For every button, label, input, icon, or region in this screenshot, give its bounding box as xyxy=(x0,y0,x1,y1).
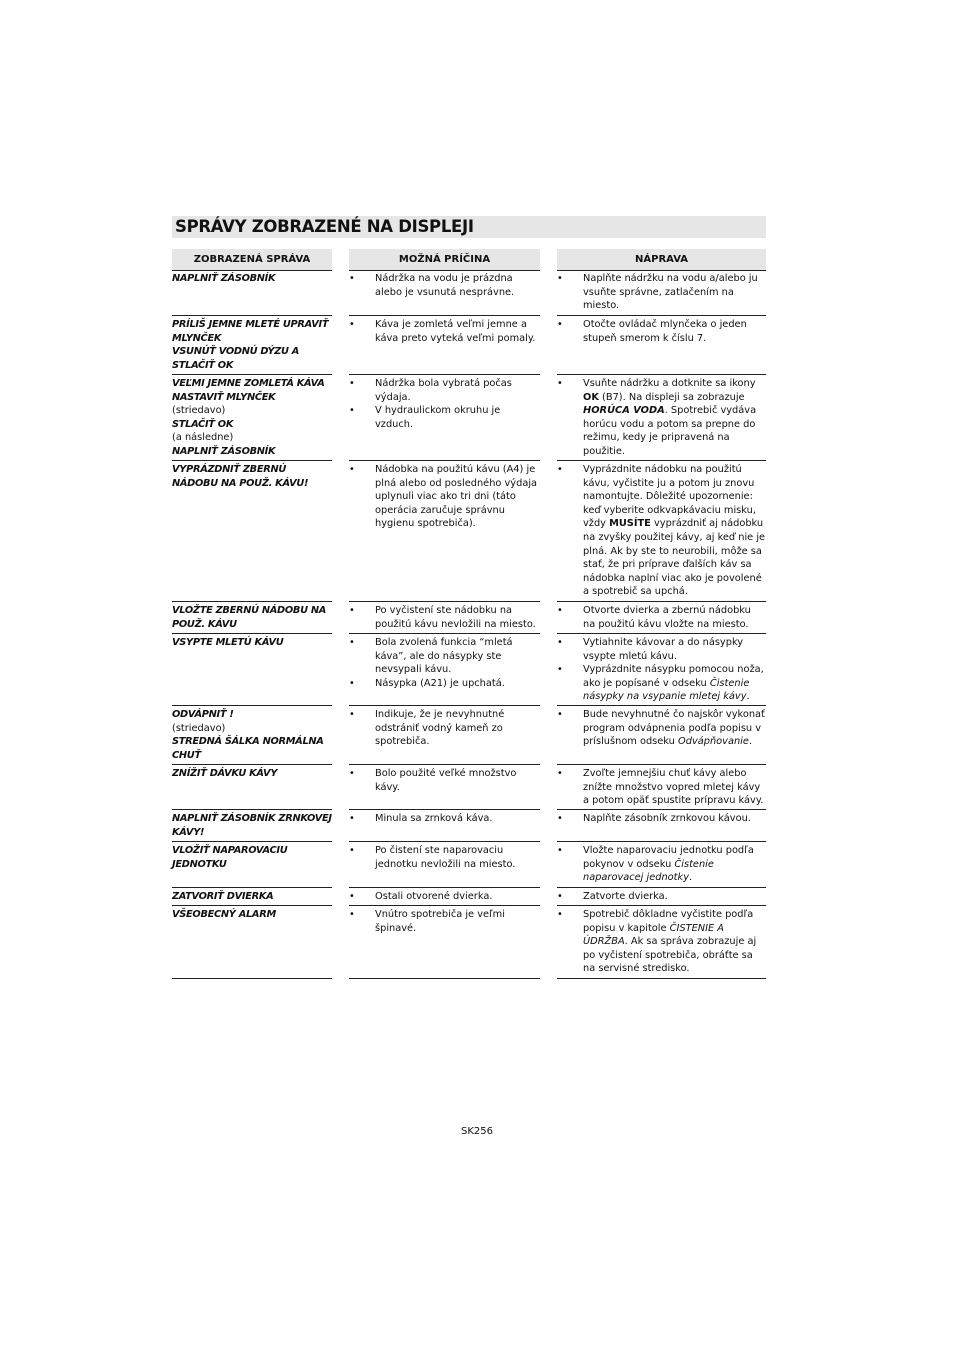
remedy-bullet-item xyxy=(557,272,766,313)
row-4-message xyxy=(172,461,332,602)
cause-bullet-item xyxy=(349,463,540,531)
text-run: vyprázdniť aj nádobku na zvyšky použitej kávy, aj keď nie je plná. Ak by ste to neurobili, môže sa stať, že pri príprave ďalších káv sa nádobka naplní viac ako je povolené a spotrebič sa upchá. xyxy=(583,518,766,598)
row-12-remedy xyxy=(557,906,766,979)
row-8-cause xyxy=(349,765,540,810)
remedy-bullet-item xyxy=(557,708,766,749)
remedy-bullet-item xyxy=(557,767,766,808)
text-run: Vnútro spotrebiča je veľmi špinavé. xyxy=(375,909,505,934)
row-12-cause xyxy=(349,906,540,979)
display-message: ODVÁPNIŤ ! xyxy=(172,709,234,720)
row-3-remedy xyxy=(557,375,766,461)
row-11-cause xyxy=(349,888,540,906)
row-11-remedy xyxy=(557,888,766,906)
row-11-message xyxy=(172,888,332,906)
cause-bullet-item xyxy=(349,377,540,404)
text-run: Vyprázdnite násypku pomocou noža, ako je popísané v odseku xyxy=(583,664,764,689)
row-9-remedy xyxy=(557,810,766,842)
page-title: SPRÁVY ZOBRAZENÉ NA DISPLEJI xyxy=(175,217,474,236)
cause-bullet-item xyxy=(349,708,540,749)
row-2-cause xyxy=(349,316,540,375)
display-message: NAPLNIŤ ZÁSOBNÍK ZRNKOVEJ KÁVY! xyxy=(172,813,332,838)
row-7-cause xyxy=(349,706,540,765)
text-run: Násypka (A21) je upchatá. xyxy=(375,677,505,689)
text-run: . xyxy=(748,736,753,748)
display-message: STLAČIŤ OK xyxy=(172,418,234,430)
row-6-message xyxy=(172,634,332,706)
remedy-bullet-item xyxy=(557,908,766,976)
text-run: Otočte ovládač mlynčeka o jeden stupeň smerom k číslu 7. xyxy=(583,319,747,344)
text-run: ČISTENIE A ÚDRŽBA xyxy=(583,922,724,948)
remedy-bullet-item xyxy=(557,890,766,904)
text-run: Po čistení ste naparovaciu jednotku nevložili na miesto. xyxy=(375,845,516,870)
text-run: . Ak sa správa zobrazuje aj po vyčistení spotrebiča, obráťte sa na servisné stredisko. xyxy=(583,936,757,975)
text-run: Ostali otvorené dvierka. xyxy=(375,891,493,902)
row-7-remedy xyxy=(557,706,766,765)
text-run: Bolo použité veľké množstvo kávy. xyxy=(375,768,517,793)
remedy-bullet-item xyxy=(557,377,766,459)
cause-bullet-item xyxy=(349,677,540,691)
text-run: V hydraulickom okruhu je vzduch. xyxy=(375,405,501,430)
remedy-bullet-item xyxy=(557,463,766,599)
text-run: Vyprázdnite nádobku na použitú kávu, vyčistite ju a potom ju znovu namontujte. Dôležité upozornenie: keď vyberite odkvapkávaciu misku, vždy xyxy=(583,464,756,530)
text-run: Naplňte zásobník zrnkovou kávou. xyxy=(583,813,751,824)
row-4-cause xyxy=(349,461,540,602)
text-run: Spotrebič dôkladne vyčistite podľa popisu v kapitole xyxy=(583,909,754,934)
column-header-cause: MOŽNÁ PRÍČINA xyxy=(349,249,540,271)
remedy-bullet-item xyxy=(557,318,766,345)
row-1-message xyxy=(172,270,332,316)
row-2-remedy xyxy=(557,316,766,375)
text-run: MUSÍTE xyxy=(609,518,651,530)
text-run: Vytiahnite kávovar a do násypky vsypte mletú kávu. xyxy=(583,637,744,662)
cause-bullet-item xyxy=(349,404,540,431)
row-4-remedy xyxy=(557,461,766,602)
message-note: (striedavo) xyxy=(172,722,226,734)
text-run: Naplňte nádržku na vodu a/alebo ju vsuňte správne, zatlačením na miesto. xyxy=(583,273,758,312)
display-message: NAPLNIŤ ZÁSOBNÍK xyxy=(172,273,276,284)
display-message: ZNÍŽIŤ DÁVKU KÁVY xyxy=(172,768,278,779)
row-7-message xyxy=(172,706,332,765)
cause-bullet-item xyxy=(349,604,540,631)
text-run: Bude nevyhnutné čo najskôr vykonať program odvápnenia podľa popisu v príslušnom odseku xyxy=(583,709,765,748)
text-run: Čistenie naparovacej jednotky xyxy=(583,858,714,884)
text-run: . xyxy=(746,691,750,703)
row-5-remedy xyxy=(557,602,766,634)
row-6-remedy xyxy=(557,634,766,706)
display-message: NAPLNIŤ ZÁSOBNÍK xyxy=(172,445,276,457)
text-run: HORÚCA VODA xyxy=(583,405,665,417)
display-message: VYPRÁZDNIŤ ZBERNÚ NÁDOBU NA POUŽ. KÁVU! xyxy=(172,464,309,489)
text-run: Minula sa zrnková káva. xyxy=(375,813,493,824)
text-run: . Spotrebič vydáva horúcu vodu a potom sa prepne do režimu, kedy je pripravená na použitie. xyxy=(583,405,757,457)
display-message: VŠEOBECNÝ ALARM xyxy=(172,909,276,920)
cause-bullet-item xyxy=(349,844,540,871)
row-5-message xyxy=(172,602,332,634)
display-message: VSUNÚŤ VODNÚ DÝZU A STLAČIŤ OK xyxy=(172,346,300,371)
cause-bullet-item xyxy=(349,890,540,904)
column-header-remedy: NÁPRAVA xyxy=(557,249,766,271)
cause-bullet-item xyxy=(349,812,540,826)
text-run: Nádržka bola vybratá počas výdaja. xyxy=(375,378,512,403)
display-message: VLOŽTE ZBERNÚ NÁDOBU NA POUŽ. KÁVU xyxy=(172,605,327,630)
text-run: Nádobka na použitú kávu (A4) je plná alebo od posledného výdaja uplynuli viac ako tri dni (táto operácia zaručuje správnu hygienu spotrebiča). xyxy=(375,464,538,530)
text-run: Káva je zomletá veľmi jemne a káva preto vyteká veľmi pomaly. xyxy=(375,319,536,344)
text-run: Bola zvolená funkcia “mletá káva”, ale do násypky ste nevsypali kávu. xyxy=(375,637,513,676)
text-run: (B7). Na displeji sa zobrazuje xyxy=(598,391,745,403)
display-message: VLOŽIŤ NAPAROVACIU JEDNOTKU xyxy=(172,845,288,870)
row-1-cause xyxy=(349,270,540,316)
row-10-remedy xyxy=(557,842,766,888)
row-8-message xyxy=(172,765,332,810)
display-message: VSYPTE MLETÚ KÁVU xyxy=(172,637,284,648)
text-run: Vložte naparovaciu jednotku podľa pokynov v odseku xyxy=(583,845,754,870)
remedy-bullet-item xyxy=(557,604,766,631)
text-run: . xyxy=(689,872,693,884)
text-run: Po vyčistení ste nádobku na použitú kávu nevložili na miesto. xyxy=(375,605,536,630)
row-6-cause xyxy=(349,634,540,706)
remedy-bullet-item xyxy=(557,636,766,663)
display-message: PRÍLIŠ JEMNE MLETÉ UPRAVIŤ MLYNČEK xyxy=(172,319,329,344)
row-3-cause xyxy=(349,375,540,461)
row-9-message xyxy=(172,810,332,842)
row-5-cause xyxy=(349,602,540,634)
cause-bullet-item xyxy=(349,767,540,794)
display-message: STREDNÁ ŠÁLKA NORMÁLNA CHUŤ xyxy=(172,736,324,761)
text-run: Vsuňte nádržku a dotknite sa ikony xyxy=(583,378,756,389)
row-10-message xyxy=(172,842,332,888)
row-2-message xyxy=(172,316,332,375)
row-12-message xyxy=(172,906,332,979)
text-run: Indikuje, že je nevyhnutné odstrániť vodný kameň zo spotrebiča. xyxy=(375,709,505,748)
remedy-bullet-item xyxy=(557,844,766,885)
cause-bullet-item xyxy=(349,636,540,677)
page-number: SK256 xyxy=(461,1126,493,1137)
text-run: Odvápňovanie xyxy=(678,736,749,748)
column-header-message: ZOBRAZENÁ SPRÁVA xyxy=(172,249,332,271)
message-note: (striedavo) xyxy=(172,405,226,417)
remedy-bullet-item xyxy=(557,663,766,704)
cause-bullet-item xyxy=(349,318,540,345)
text-run: Otvorte dvierka a zbernú nádobku na použitú kávu vložte na miesto. xyxy=(583,605,751,630)
row-8-remedy xyxy=(557,765,766,810)
remedy-bullet-item xyxy=(557,812,766,826)
row-3-message xyxy=(172,375,332,461)
text-run: Zatvorte dvierka. xyxy=(583,891,668,902)
text-run: OK xyxy=(583,391,599,403)
text-run: Zvoľte jemnejšiu chuť kávy alebo znížte množstvo vopred mletej kávy a potom opäť spustite prípravu kávy. xyxy=(583,768,764,807)
text-run: Nádržka na vodu je prázdna alebo je vsunutá nesprávne. xyxy=(375,273,515,298)
display-message: ZATVORIŤ DVIERKA xyxy=(172,891,274,902)
row-1-remedy xyxy=(557,270,766,316)
section-title-bar xyxy=(172,216,766,238)
row-9-cause xyxy=(349,810,540,842)
row-10-cause xyxy=(349,842,540,888)
cause-bullet-item xyxy=(349,908,540,935)
message-note: (a následne) xyxy=(172,432,234,444)
display-message: VEĽMI JEMNE ZOMLETÁ KÁVA NASTAVIŤ MLYNČEK xyxy=(172,378,325,403)
text-run: Čistenie násypky na vsypanie mletej kávy xyxy=(583,677,750,703)
cause-bullet-item xyxy=(349,272,540,299)
